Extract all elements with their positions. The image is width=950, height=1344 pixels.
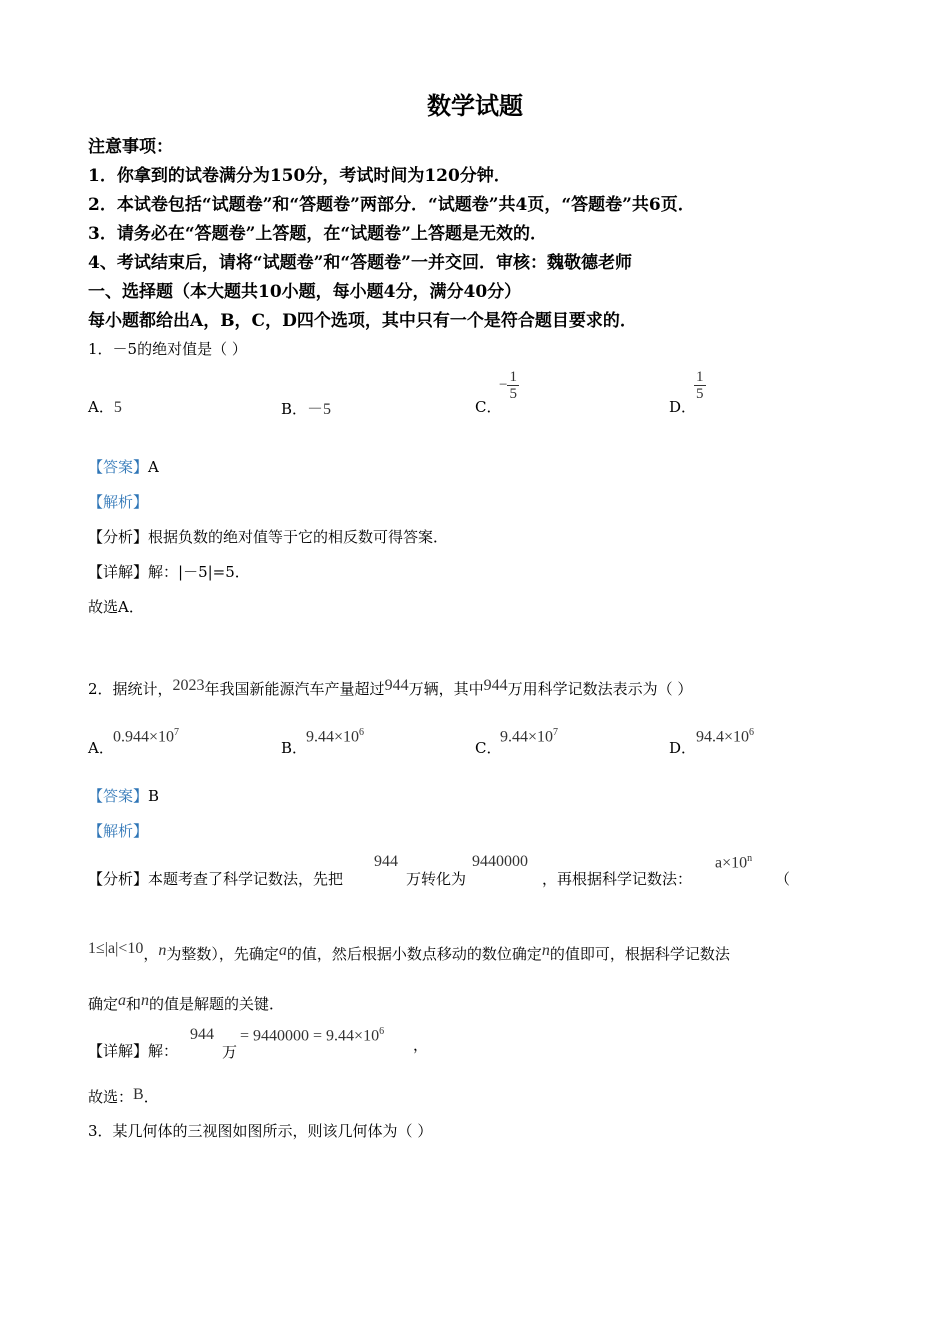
formula-exponent: n xyxy=(747,853,753,864)
notice-heading: 注意事项： xyxy=(88,137,173,157)
stem-math: 944 xyxy=(384,677,409,694)
stem-text: 万辆，其中 xyxy=(408,680,484,698)
option-label: D． xyxy=(669,398,697,416)
fenxi-tag: 【分析】 xyxy=(88,870,149,888)
sci-base: 9.44×10 xyxy=(306,728,360,746)
xiangjie-tag: 【详解】 xyxy=(88,1042,149,1060)
option-label: B． xyxy=(281,739,308,757)
stem-math: 944 xyxy=(483,677,508,694)
fenxi-formula xyxy=(715,853,752,872)
option-label: B． xyxy=(281,400,308,418)
stem-text: 万用科学记数法表示为（ ） xyxy=(507,680,693,698)
q1-option-d[interactable] xyxy=(669,396,696,417)
sci-base: 0.944×10 xyxy=(113,728,175,746)
option-label: D． xyxy=(669,739,697,757)
math-var: n xyxy=(158,942,167,959)
q1-answer xyxy=(88,456,159,477)
q1-option-d-fraction xyxy=(694,369,706,402)
q2-conclusion xyxy=(88,1086,159,1107)
answer-tag: 【答案】 xyxy=(88,787,149,805)
fenxi-text: ，再根据科学记数法： xyxy=(542,870,693,888)
equation-exponent: 6 xyxy=(379,1026,385,1037)
notice-item: 2．本试卷包括“试题卷”和“答题卷”两部分．“试题卷”共4页，“答题卷”共6页． xyxy=(88,195,695,215)
fraction-numerator: 1 xyxy=(509,369,517,385)
formula-base: a×10 xyxy=(715,854,748,872)
xiangjie-text: 解： xyxy=(148,1042,179,1060)
question-3-stem: 3．某几何体的三视图如图所示，则该几何体为（ ） xyxy=(88,1122,433,1140)
fenxi-math: 944 xyxy=(374,853,398,870)
option-label: C． xyxy=(475,739,502,757)
q1-analysis-tag: 【解析】 xyxy=(88,493,149,511)
sci-base: 9.44×10 xyxy=(500,728,554,746)
q1-conclusion: 故选A． xyxy=(88,598,144,616)
notice-item: 1．你拿到的试卷满分为150分，考试时间为120分钟． xyxy=(88,166,511,186)
conclusion-text: 故选： xyxy=(88,1088,134,1106)
fraction-denominator: 5 xyxy=(509,386,517,402)
section-title: 一、选择题（本大题共10小题，每小题4分，满分40分） xyxy=(88,282,522,302)
q1-option-b[interactable] xyxy=(281,396,331,419)
q2-option-a-value xyxy=(113,727,179,746)
line-text: 和 xyxy=(126,995,142,1013)
xiangjie-text: 万 xyxy=(222,1043,238,1061)
fraction xyxy=(694,369,706,402)
line-text: ， xyxy=(143,945,159,963)
fraction-denominator: 5 xyxy=(696,386,704,402)
sci-base: 94.4×10 xyxy=(696,728,750,746)
conclusion-math: B xyxy=(133,1086,144,1103)
option-label: A． xyxy=(88,739,114,757)
sci-exponent: 7 xyxy=(174,727,180,738)
fenxi-text: 根据负数的绝对值等于它的相反数可得答案． xyxy=(148,528,449,546)
question-2-stem xyxy=(88,677,692,699)
line-text: 为整数），先确定 xyxy=(166,945,279,963)
q2-fenxi-line2 xyxy=(88,940,730,964)
line-text: 的值，然后根据小数点移动的数位确定 xyxy=(286,945,542,963)
math-var: n xyxy=(141,992,150,1009)
q1-xiangjie xyxy=(88,561,250,582)
option-label: A． xyxy=(88,398,114,416)
fenxi-text: 万转化为 xyxy=(406,870,467,888)
xiangjie-equation xyxy=(240,1026,384,1045)
option-label: C． xyxy=(475,398,502,416)
fraction-numerator: 1 xyxy=(696,369,704,385)
notice-item: 4、考试结束后，请将“试题卷”和“答题卷”一并交回．审核：魏敬德老师 xyxy=(88,253,632,273)
fenxi-tag: 【分析】 xyxy=(88,528,149,546)
q2-option-a[interactable] xyxy=(88,737,114,758)
section-instruction: 每小题都给出A，B，C，D四个选项，其中只有一个是符合题目要求的． xyxy=(88,311,637,331)
q1-option-c-fraction xyxy=(499,369,519,402)
q2-option-d[interactable] xyxy=(669,737,696,758)
math-var: a xyxy=(278,942,287,959)
q2-analysis-tag: 【解析】 xyxy=(88,822,149,840)
page-title: 数学试题 xyxy=(427,91,523,120)
line-text: 的值即可，根据科学记数法 xyxy=(549,945,730,963)
answer-value: A xyxy=(148,458,159,476)
q2-option-c[interactable] xyxy=(475,737,501,758)
math-var: a xyxy=(118,992,127,1009)
fraction xyxy=(507,369,519,402)
inequality: 1≤|a|<10 xyxy=(88,940,144,957)
line-text: 确定 xyxy=(88,995,119,1013)
fenxi-text: （ xyxy=(775,870,791,888)
q2-option-b-value xyxy=(306,727,364,746)
xiangjie-text: 解：|－5|=5． xyxy=(148,563,250,581)
xiangjie-text: ， xyxy=(413,1036,429,1054)
q1-option-c[interactable] xyxy=(475,396,501,417)
q1-fenxi xyxy=(88,526,448,547)
xiangjie-math: 944 xyxy=(190,1026,214,1043)
stem-text: 年我国新能源汽车产量超过 xyxy=(204,680,385,698)
stem-math: 2023 xyxy=(172,677,205,694)
answer-tag: 【答案】 xyxy=(88,458,149,476)
option-value: 5 xyxy=(113,399,122,416)
minus-sign: − xyxy=(499,377,508,393)
conclusion-text: ． xyxy=(143,1088,159,1106)
fenxi-text: 本题考查了科学记数法，先把 xyxy=(148,870,344,888)
math-var: n xyxy=(541,942,550,959)
equation-base: = 9440000 = 9.44×10 xyxy=(240,1027,380,1045)
q1-option-a[interactable] xyxy=(88,396,122,417)
sci-exponent: 6 xyxy=(749,727,755,738)
option-value: －5 xyxy=(307,401,332,418)
sci-exponent: 6 xyxy=(359,727,365,738)
xiangjie-tag: 【详解】 xyxy=(88,563,149,581)
answer-value: B xyxy=(148,787,160,805)
notice-item: 3．请务必在“答题卷”上答题，在“试题卷”上答题是无效的． xyxy=(88,224,547,244)
q2-fenxi-line1 xyxy=(88,868,343,889)
q2-option-d-value xyxy=(696,727,754,746)
q2-xiangjie xyxy=(88,1040,178,1061)
q2-answer xyxy=(88,785,159,806)
fenxi-math: 9440000 xyxy=(472,853,528,870)
q2-option-b[interactable] xyxy=(281,737,307,758)
sci-exponent: 7 xyxy=(553,727,559,738)
q2-option-c-value xyxy=(500,727,558,746)
q2-fenxi-line3 xyxy=(88,992,284,1014)
line-text: 的值是解题的关键． xyxy=(149,995,285,1013)
question-1-stem: 1．－5的绝对值是（ ） xyxy=(88,340,247,358)
stem-text: 2．据统计， xyxy=(88,680,173,698)
